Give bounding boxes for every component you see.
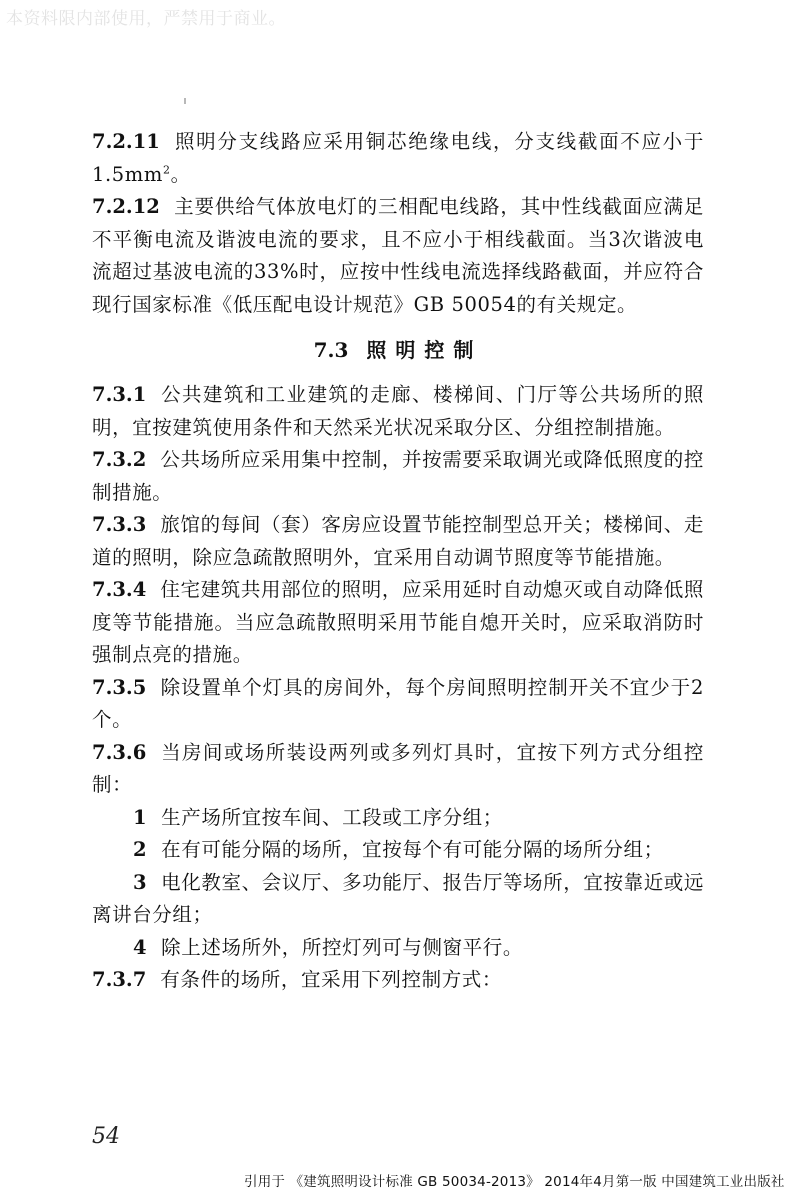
list-item xyxy=(92,802,704,835)
scan-mark xyxy=(184,98,186,104)
clause-7-3-3 xyxy=(92,509,704,574)
page-number: 54 xyxy=(92,1124,120,1149)
clause-7-3-6 xyxy=(92,737,704,802)
item-number: 3 xyxy=(133,870,148,894)
item-number: 4 xyxy=(133,935,148,959)
clause-number: 7.3.6 xyxy=(92,740,147,764)
clause-text: 住宅建筑共用部位的照明，应采用延时自动熄灭或自动降低照度等节能措施。当应急疏散照明采用节能自熄开关时，应采取消防时强制点亮的措施。 xyxy=(92,578,704,666)
clause-text: 当房间或场所装设两列或多列灯具时，宜按下列方式分组控制： xyxy=(92,740,704,796)
clause-7-2-12 xyxy=(92,191,704,321)
clause-number: 7.3.2 xyxy=(92,448,147,471)
clause-text: 旅馆的每间（套）客房应设置节能控制型总开关；楼梯间、走道的照明，除应急疏散照明外，宜采用自动调节照度等节能措施。 xyxy=(92,513,704,569)
section-heading xyxy=(92,330,704,370)
clause-number: 7.3.7 xyxy=(92,968,147,991)
item-number: 1 xyxy=(133,805,148,829)
clause-7-2-11 xyxy=(92,126,704,191)
clause-number: 7.3.4 xyxy=(92,578,147,601)
item-text: 除上述场所外，所控灯列可与侧窗平行。 xyxy=(161,935,523,959)
clause-number: 7.3.3 xyxy=(92,513,147,536)
item-number: 2 xyxy=(133,838,148,861)
footer-citation: 引用于 《建筑照明设计标准 GB 50034-2013》 2014年4月第一版 中国建筑工业出版社 xyxy=(244,1174,785,1190)
clause-text: 有条件的场所，宜采用下列控制方式： xyxy=(160,968,502,991)
clause-7-3-1 xyxy=(92,379,704,444)
section-title: 照明控制 xyxy=(366,338,483,362)
clause-text: 主要供给气体放电灯的三相配电线路，其中性线截面应满足不平衡电流及谐波电流的要求，且不应小于相线截面。当3次谐波电流超过基波电流的33%时，应按中性线电流选择线路截面，并应符合现行国家标准《低压配电设计规范》GB 50054的有关规定。 xyxy=(92,195,704,316)
watermark-text: 本资料限内部使用，严禁用于商业。 xyxy=(6,9,286,29)
item-text: 电化教室、会议厅、多功能厅、报告厅等场所，宜按靠近或远离讲台分组； xyxy=(92,870,704,926)
clause-7-3-5 xyxy=(92,672,704,737)
clause-7-3-2 xyxy=(92,444,704,509)
list-item xyxy=(92,932,704,965)
clause-text: 除设置单个灯具的房间外，每个房间照明控制开关不宜少于2个。 xyxy=(92,675,704,731)
clause-number: 7.3.1 xyxy=(92,383,147,406)
superscript: 2 xyxy=(163,163,171,176)
item-text: 在有可能分隔的场所，宜按每个有可能分隔的场所分组； xyxy=(161,838,664,861)
clause-text: 公共场所应采用集中控制，并按需要采取调光或降低照度的控制措施。 xyxy=(92,448,704,504)
section-number: 7.3 xyxy=(313,338,349,362)
clause-text: 照明分支线路应采用铜芯绝缘电线，分支线截面不应小于1.5mm xyxy=(92,130,704,186)
clause-number: 7.3.5 xyxy=(92,675,147,699)
list-item xyxy=(92,867,704,932)
page-body xyxy=(92,126,704,997)
clause-number: 7.2.12 xyxy=(92,195,160,218)
item-text: 生产场所宜按车间、工段或工序分组； xyxy=(161,805,503,829)
clause-text: 公共建筑和工业建筑的走廊、楼梯间、门厅等公共场所的照明，宜按建筑使用条件和天然采光状况采取分区、分组控制措施。 xyxy=(92,383,704,439)
list-item xyxy=(92,834,704,867)
clause-7-3-7 xyxy=(92,964,704,997)
clause-number: 7.2.11 xyxy=(92,130,160,153)
clause-text-end: 。 xyxy=(170,162,191,186)
clause-7-3-4 xyxy=(92,574,704,672)
